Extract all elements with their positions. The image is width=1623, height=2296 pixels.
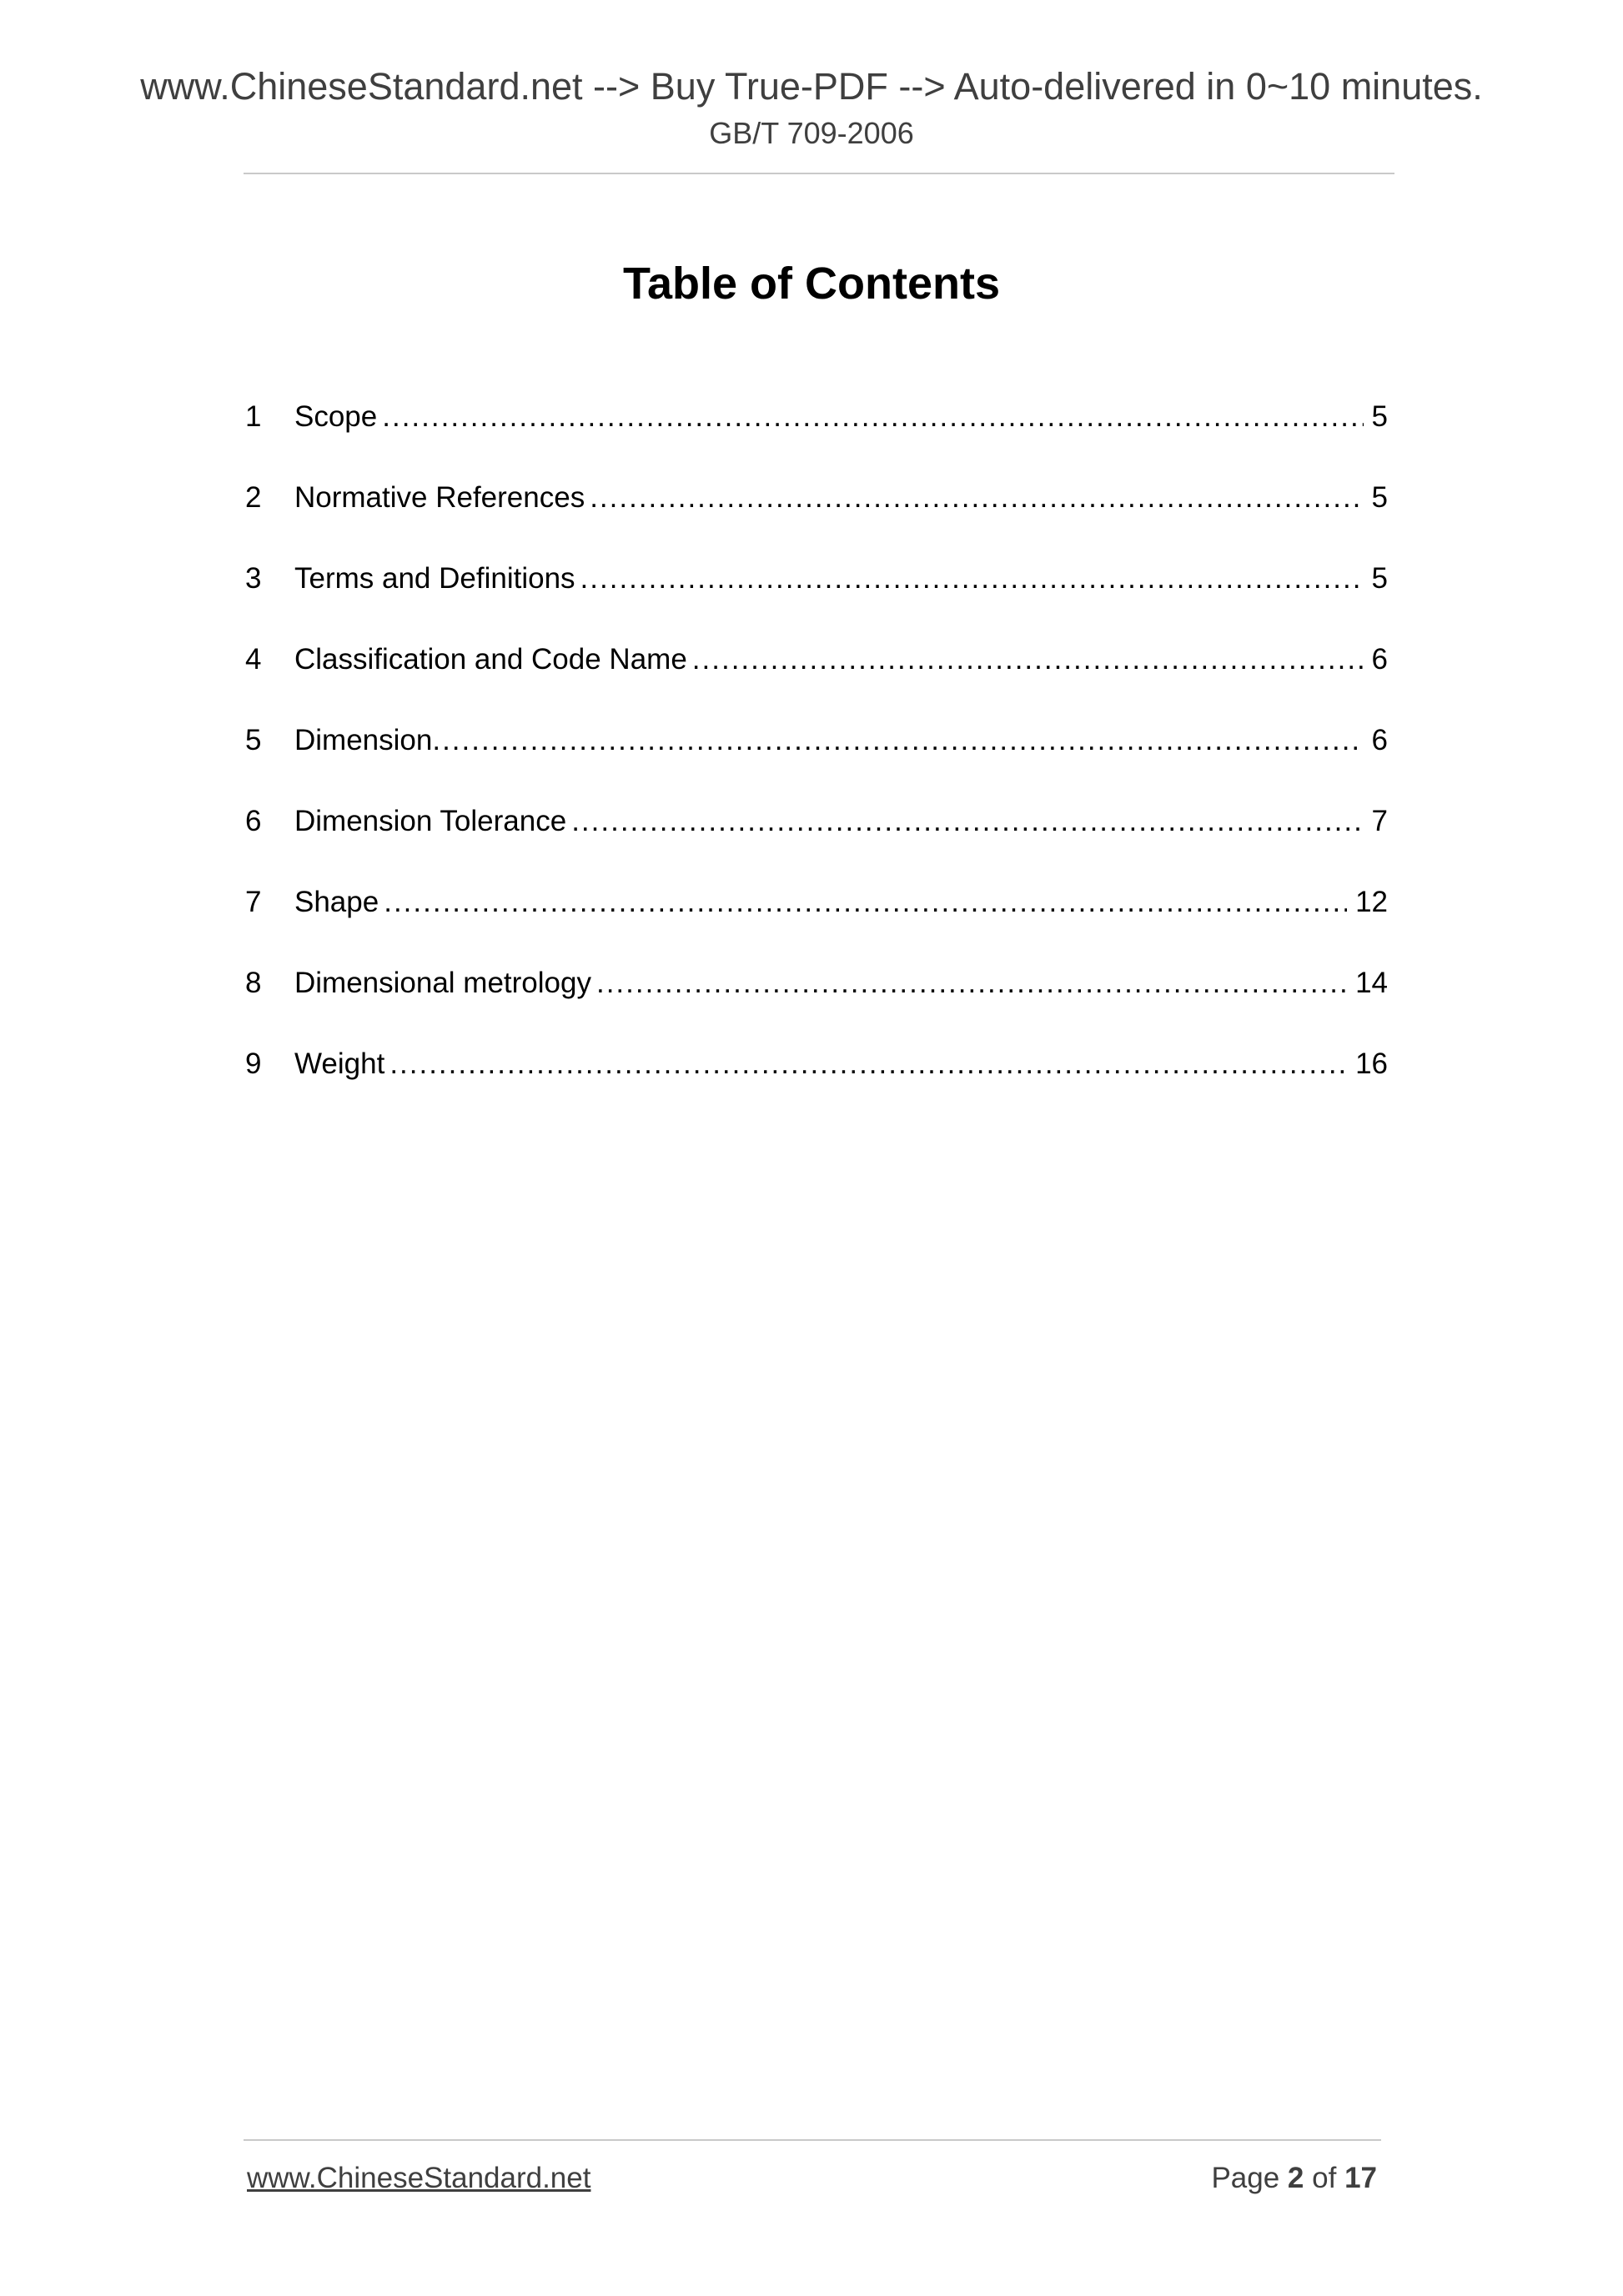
toc-list	[245, 392, 1388, 1120]
toc-entry-classification[interactable]	[245, 635, 1388, 716]
toc-entry-label: Dimension Tolerance	[294, 805, 567, 837]
toc-entry-number: 8	[245, 967, 262, 999]
toc-entry-page: 7	[1371, 805, 1388, 837]
toc-entry-label: Scope	[294, 400, 378, 433]
toc-entry-shape[interactable]	[245, 877, 1388, 958]
toc-dot-leader	[571, 796, 1363, 847]
footer-divider	[244, 2139, 1381, 2141]
toc-entry-number: 9	[245, 1048, 262, 1080]
toc-entry-page: 12	[1355, 886, 1388, 918]
toc-entry-label: Dimensional metrology	[294, 967, 591, 999]
toc-entry-number: 7	[245, 886, 262, 918]
toc-entry-label: Weight	[294, 1048, 385, 1080]
toc-entry-number: 6	[245, 805, 262, 837]
toc-entry-number: 2	[245, 481, 262, 514]
standard-code: GB/T 709-2006	[709, 116, 914, 150]
toc-entry-number: 3	[245, 562, 262, 595]
toc-entry-page: 5	[1371, 400, 1388, 433]
toc-entry-label: Normative References	[294, 481, 585, 514]
page-of: of	[1312, 2162, 1337, 2194]
page-indicator	[1211, 2160, 1377, 2197]
header-banner: www.ChineseStandard.net --> Buy True-PDF --> Auto-delivered in 0~10 minutes.	[140, 65, 1483, 108]
page-total: 17	[1344, 2162, 1377, 2194]
toc-entry-page: 5	[1371, 562, 1388, 595]
toc-entry-page: 6	[1371, 643, 1388, 676]
toc-entry-page: 14	[1355, 967, 1388, 999]
toc-entry-weight[interactable]	[245, 1039, 1388, 1120]
toc-entry-number: 5	[245, 724, 262, 756]
toc-entry-normative-references[interactable]	[245, 473, 1388, 554]
toc-dot-leader	[590, 473, 1363, 523]
toc-entry-label: Classification and Code Name	[294, 643, 687, 676]
toc-entry-dimension[interactable]	[245, 716, 1388, 796]
toc-entry-page: 5	[1371, 481, 1388, 514]
footer-site-link[interactable]: www.ChineseStandard.net	[247, 2162, 591, 2194]
toc-entry-label: Terms and Definitions	[294, 562, 575, 595]
toc-entry-scope[interactable]	[245, 392, 1388, 473]
toc-entry-page: 16	[1355, 1048, 1388, 1080]
toc-entry-number: 1	[245, 400, 262, 433]
toc-dot-leader	[580, 554, 1364, 604]
page-prefix: Page	[1211, 2162, 1280, 2194]
toc-entry-terms-and-definitions[interactable]	[245, 554, 1388, 635]
toc-entry-number: 4	[245, 643, 262, 676]
page-current: 2	[1287, 2162, 1304, 2194]
page-title: Table of Contents	[623, 259, 1000, 309]
toc-entry-page: 6	[1371, 724, 1388, 756]
toc-dot-leader	[384, 877, 1347, 927]
toc-dot-leader	[432, 716, 1363, 766]
toc-entry-label: Dimension	[294, 724, 433, 756]
toc-entry-dimensional-metrology[interactable]	[245, 958, 1388, 1039]
toc-dot-leader	[596, 958, 1347, 1008]
toc-entry-label: Shape	[294, 886, 379, 918]
toc-dot-leader	[389, 1039, 1347, 1089]
toc-dot-leader	[692, 635, 1364, 685]
header-divider	[244, 173, 1394, 174]
toc-dot-leader	[382, 392, 1363, 442]
toc-entry-dimension-tolerance[interactable]	[245, 796, 1388, 877]
